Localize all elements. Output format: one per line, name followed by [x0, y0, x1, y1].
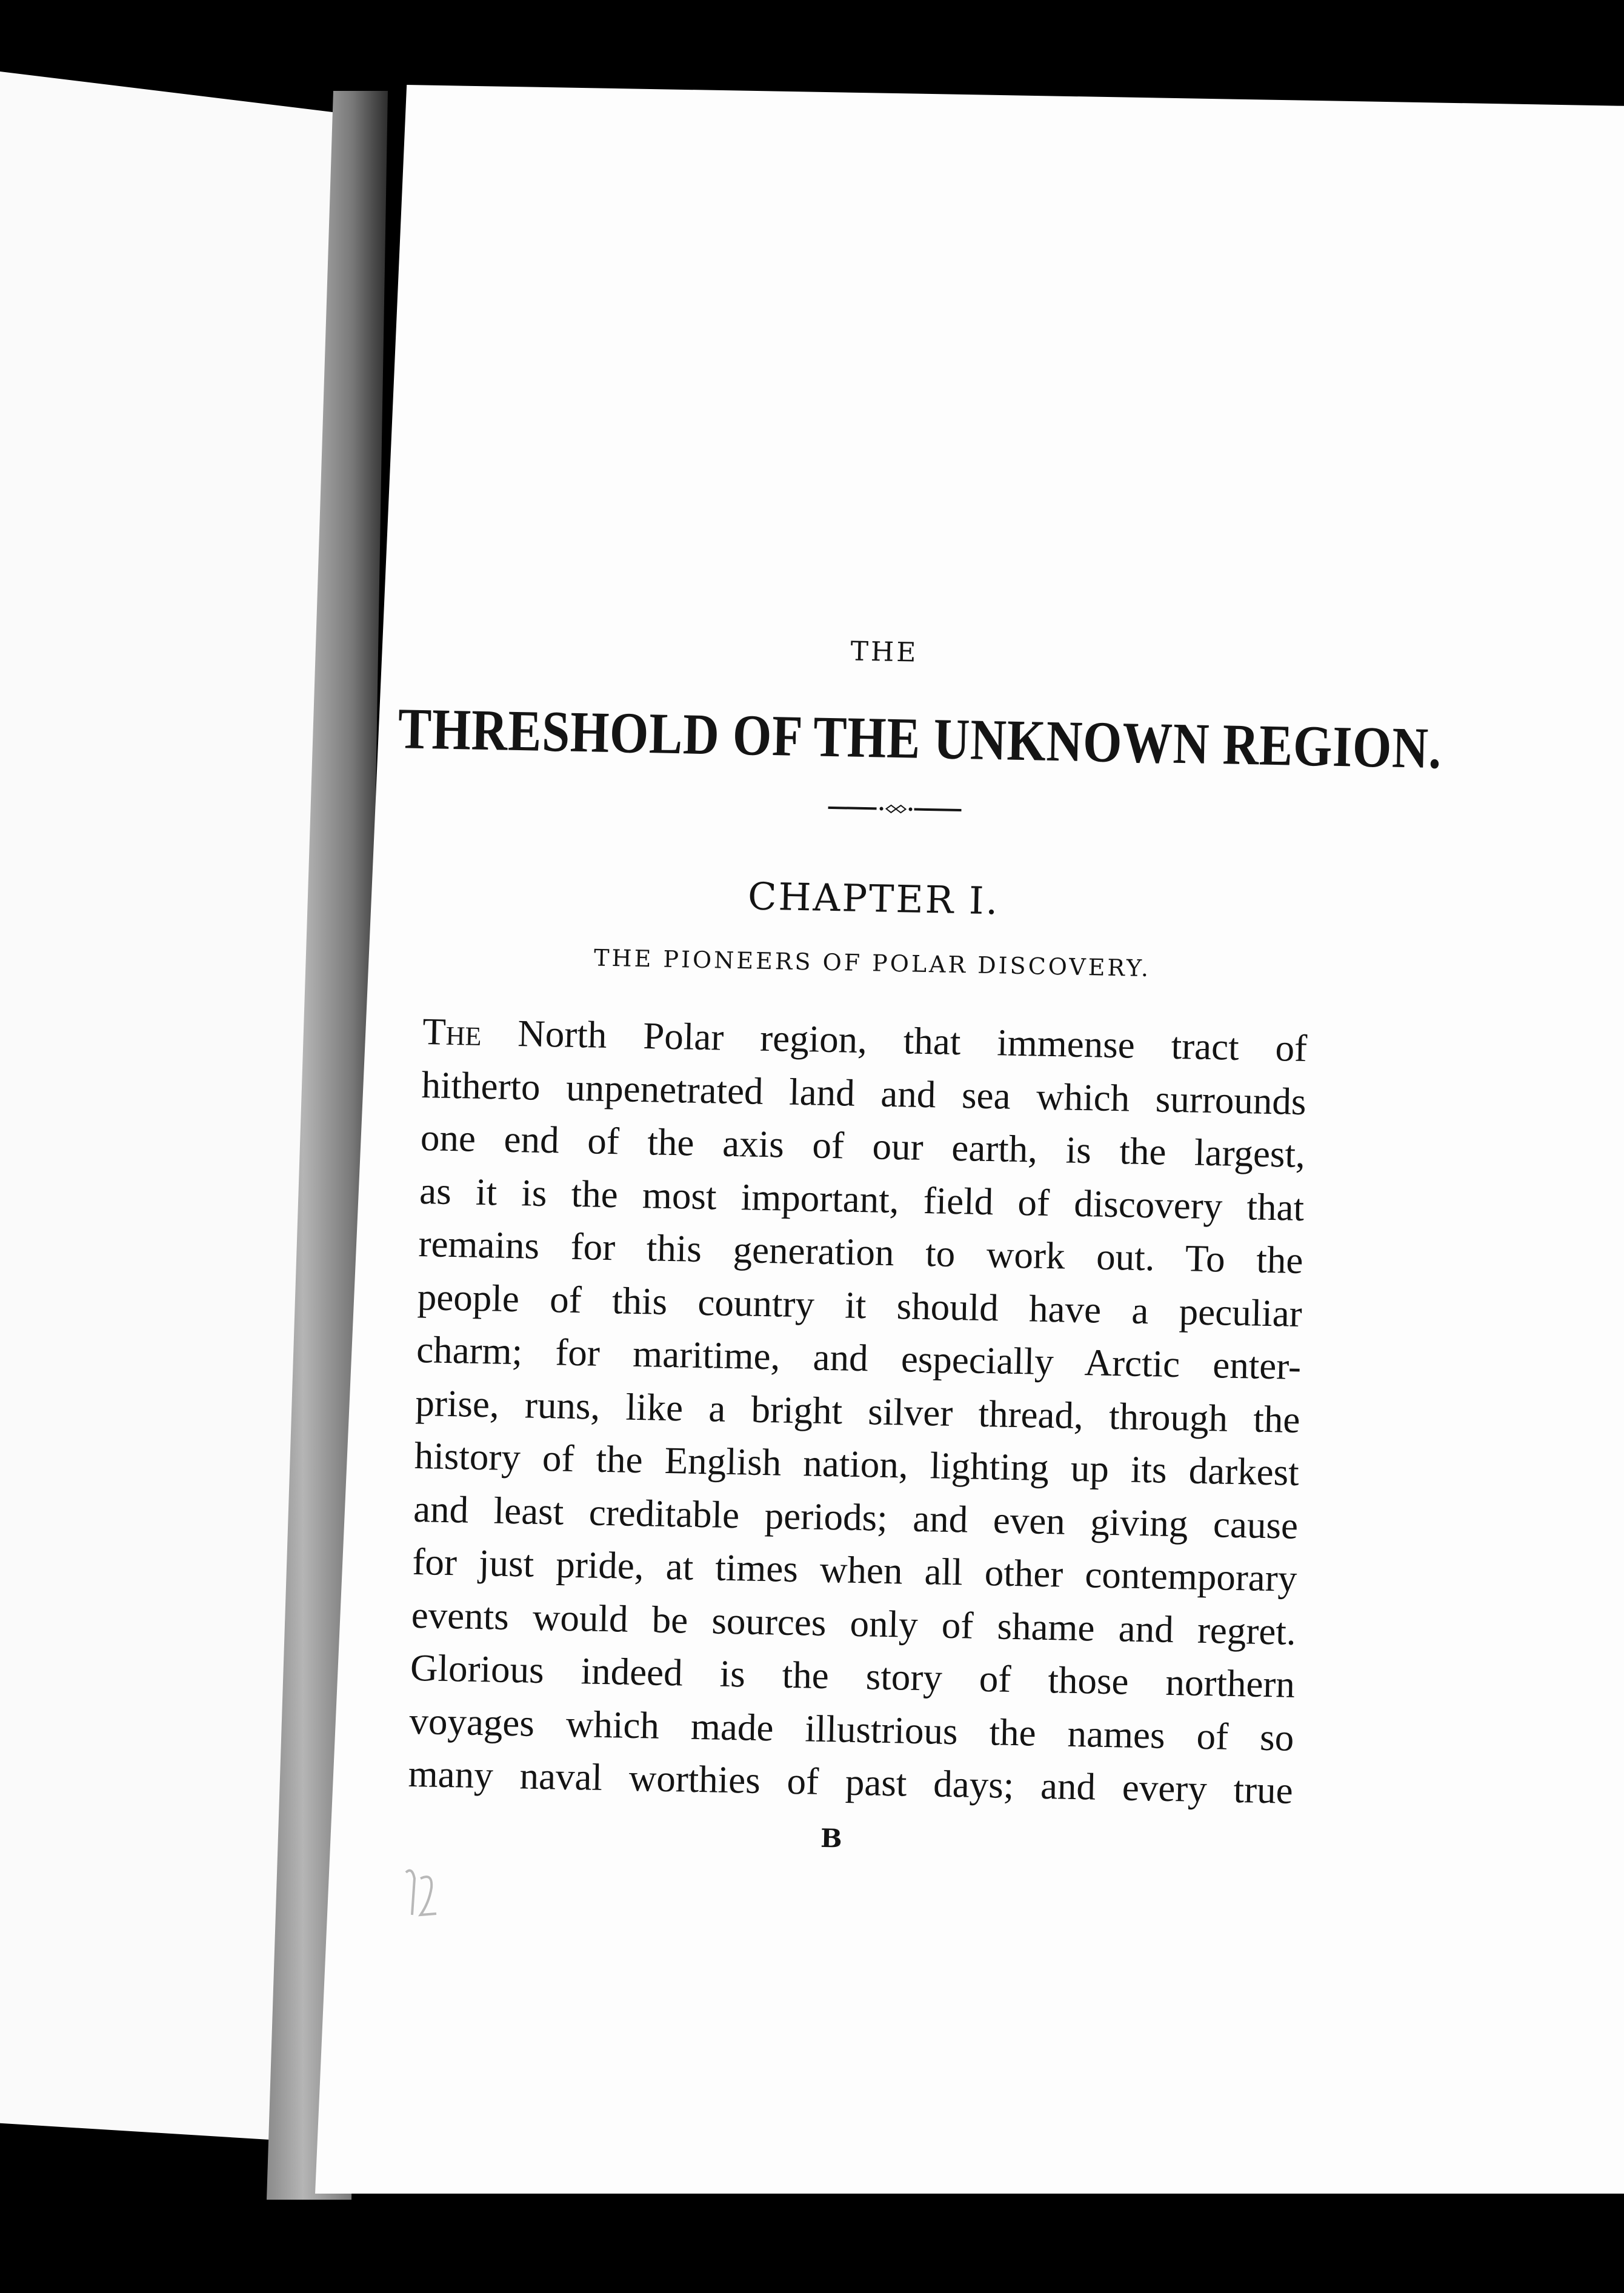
text-line: history of the English nation, lighting up its darkest: [414, 1434, 1300, 1494]
page-content: [377, 627, 1443, 1862]
pencil-mark-icon: [400, 1860, 442, 1927]
text-line: remains for this generation to work out. To the: [418, 1222, 1304, 1282]
book-title: THRESHOLD OF THE UNKNOWN REGION.: [397, 696, 1443, 781]
text-line: prise, runs, like a bright silver thread, through the: [414, 1381, 1300, 1441]
text-line: many naval worthies of past days; and every true: [408, 1752, 1294, 1812]
chapter-heading: CHAPTER I.: [747, 874, 1000, 924]
text-line: voyages which made illustrious the names of so: [408, 1699, 1294, 1759]
text-line: as it is the most important, field of discovery that: [419, 1169, 1305, 1229]
text-line: one end of the axis of our earth, is the largest,: [420, 1116, 1306, 1176]
body-paragraph: [408, 1005, 1308, 1817]
text-line: for just pride, at times when all other contemporary: [411, 1540, 1297, 1600]
text-line: charm; for maritime, and especially Arctic enter-: [416, 1328, 1302, 1388]
text-line-rest: North Polar region, that immense tract of: [481, 1011, 1308, 1070]
text-line: and least creditable periods; and even giving cause: [413, 1487, 1299, 1547]
text-line: people of this country it should have a peculiar: [417, 1275, 1303, 1335]
signature-mark: B: [820, 1823, 843, 1854]
chapter-subtitle: THE PIONEERS OF POLAR DISCOVERY.: [593, 944, 1151, 982]
text-line: Glorious indeed is the story of those northern: [410, 1646, 1296, 1706]
ornament-rule-icon: [828, 802, 961, 816]
first-word: The: [422, 1010, 482, 1054]
text-line: hitherto unpenetrated land and sea which surrounds: [421, 1063, 1307, 1123]
text-line: events would be sources only of shame and regret.: [411, 1593, 1297, 1653]
title-prefix: THE: [850, 636, 919, 668]
